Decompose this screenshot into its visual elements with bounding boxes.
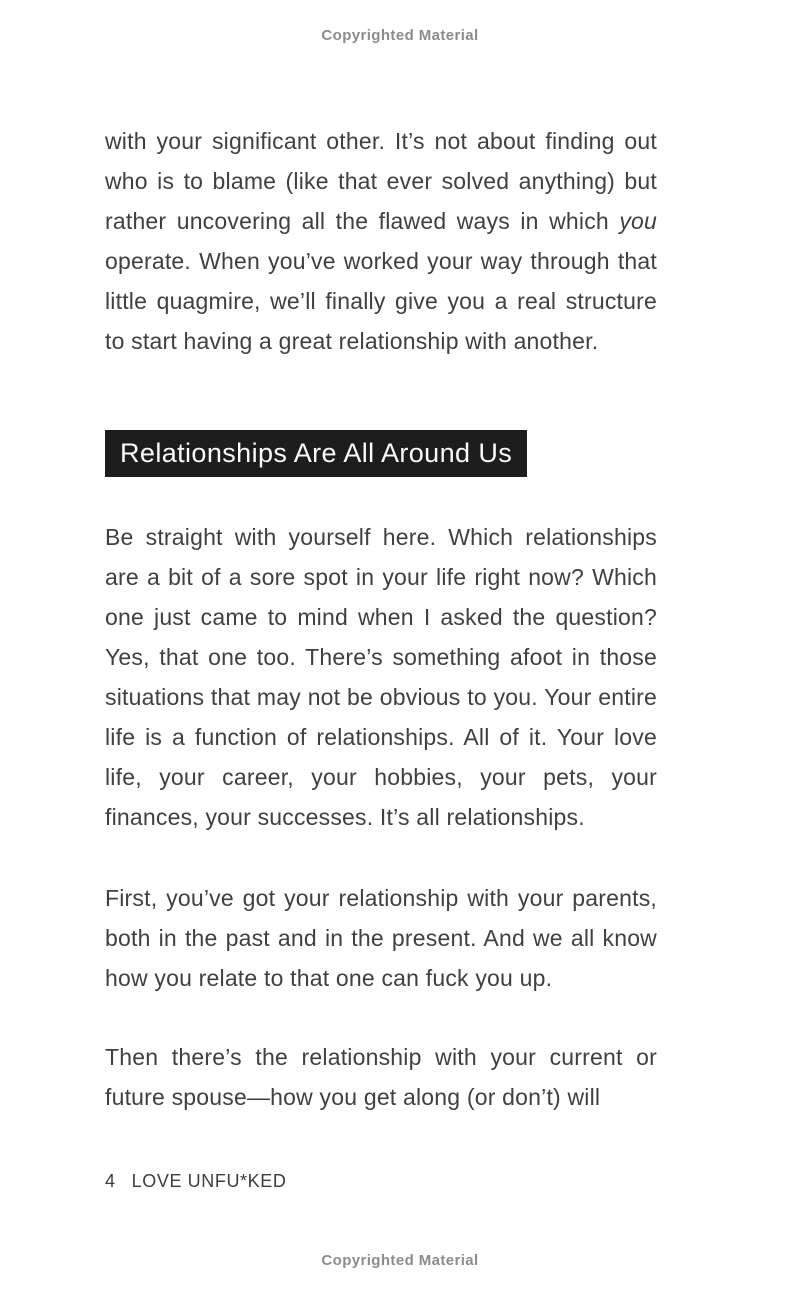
page-footer [105, 1171, 286, 1192]
paragraph-1-text: with your significant other. It’s not about finding out who is to blame (like that ever solved anything) but rather uncovering all the flawed ways in which [105, 128, 657, 234]
paragraph-4: Then there’s the relationship with your current or future spouse—how you get along (or don’t) will [105, 1044, 657, 1110]
page-number: 4 [105, 1171, 116, 1191]
paragraph-3: First, you’ve got your relationship with your parents, both in the past and in the present. And we all know how you relate to that one can fuck you up. [105, 885, 657, 991]
copyright-notice-top: Copyrighted Material [321, 27, 479, 44]
paragraph-1 [105, 121, 657, 361]
paragraph-1-emphasis: you [619, 208, 657, 234]
paragraph-1-text-continued: operate. When you’ve worked your way through that little quagmire, we’ll finally give you a real structure to start having a great relationship with another. [105, 248, 657, 354]
section-heading: Relationships Are All Around Us [105, 430, 527, 477]
paragraph-2: Be straight with yourself here. Which relationships are a bit of a sore spot in your life right now? Which one just came to mind when I asked the question? Yes, that one too. There’s something afoot in those situations that may not be obvious to you. Your entire life is a function of relationships. All of it. Your love life, your career, your hobbies, your pets, your finances, your successes. It’s all relationships. [105, 524, 657, 830]
book-title: LOVE UNFU*KED [131, 1171, 287, 1191]
copyright-notice-bottom: Copyrighted Material [321, 1252, 479, 1269]
